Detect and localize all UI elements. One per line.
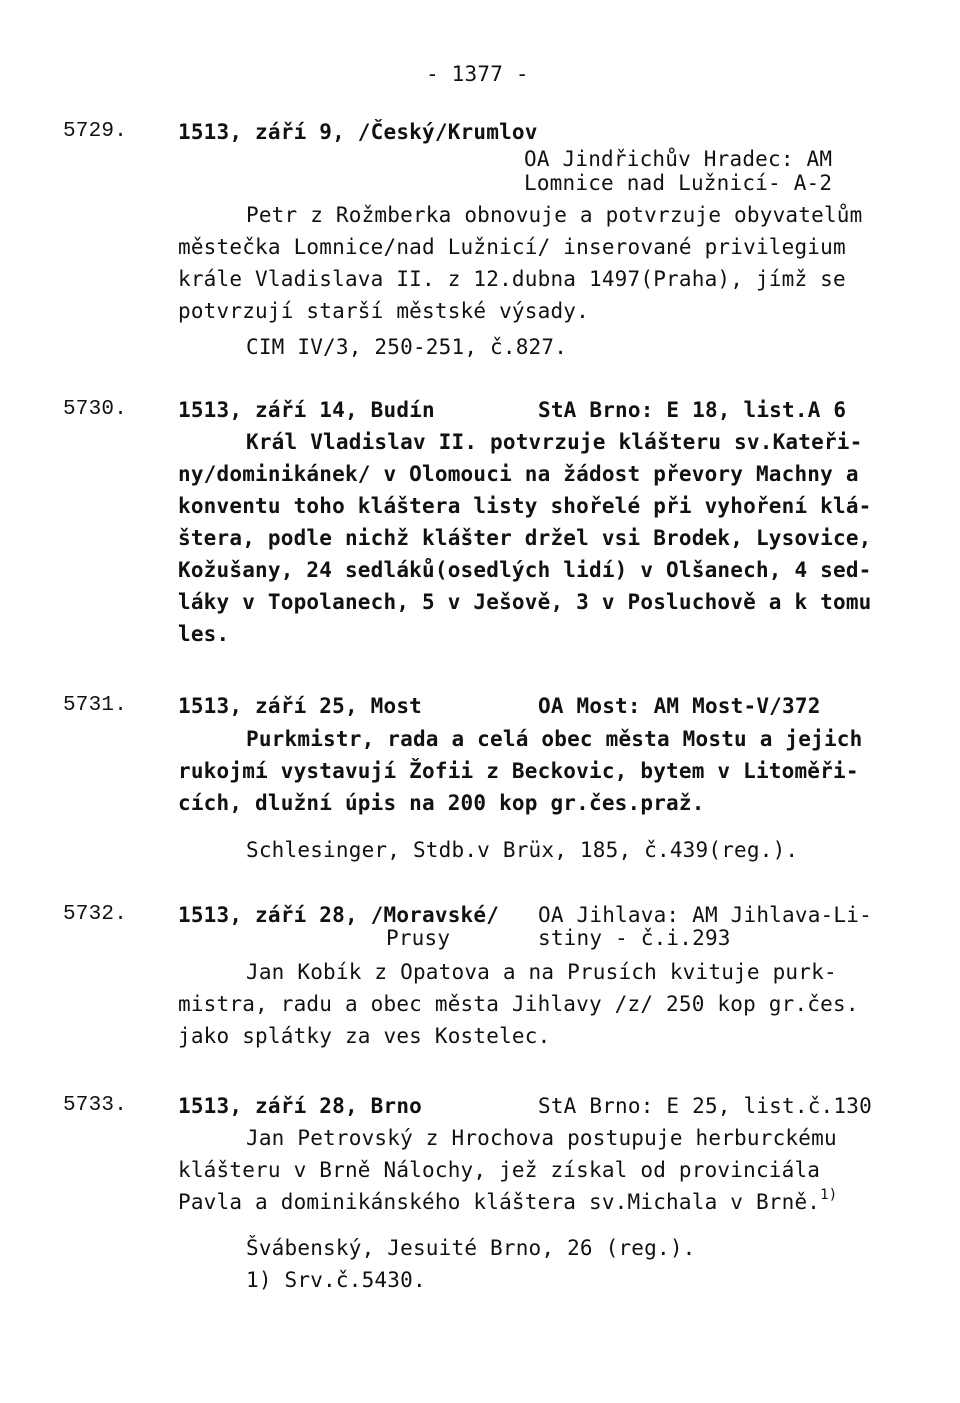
entry-header-continuation: Prusy	[386, 926, 451, 950]
entry-body-line: láky v Topolanech, 5 v Ješově, 3 v Posluchově a k tomu	[178, 590, 872, 614]
footnote: 1) Srv.č.5430.	[246, 1268, 426, 1292]
entry-body-line: cích, dlužní úpis na 200 kop gr.čes.praž.	[178, 791, 705, 815]
entry-source: Lomnice nad Lužnicí- A-2	[524, 171, 833, 195]
entry-header: 1513, září 14, Budín	[178, 398, 435, 422]
entry-body-line: Král Vladislav II. potvrzuje klášteru sv.Kateři-	[246, 430, 863, 454]
entry-body-line: Jan Petrovský z Hrochova postupuje herburckému	[246, 1126, 837, 1150]
entry-header: 1513, září 9, /Český/Krumlov	[178, 120, 538, 144]
entry-body-line: krále Vladislava II. z 12.dubna 1497(Praha), jímž se	[178, 267, 846, 291]
entry-reference: Schlesinger, Stdb.v Brüx, 185, č.439(reg.).	[246, 838, 799, 862]
entry-number: 5729.	[63, 120, 128, 143]
entry-source: OA Jindřichův Hradec: AM	[524, 147, 833, 171]
entry-body-line: Jan Kobík z Opatova a na Prusích kvituje purk-	[246, 960, 837, 984]
entry-number: 5731.	[63, 694, 128, 717]
entry-body-line: konventu toho kláštera listy shořelé při vyhoření klá-	[178, 494, 872, 518]
entry-reference: CIM IV/3, 250-251, č.827.	[246, 335, 568, 359]
entry-reference: Švábenský, Jesuité Brno, 26 (reg.).	[246, 1236, 696, 1260]
entry-source: OA Most: AM Most-V/372	[538, 694, 821, 718]
entry-body-line: Kožušany, 24 sedláků(osedlých lidí) v Olšanech, 4 sed-	[178, 558, 872, 582]
entry-body-line: klášteru v Brně Nálochy, jež získal od provinciála	[178, 1158, 821, 1182]
entry-source: stiny - č.i.293	[538, 926, 731, 950]
entry-header: 1513, září 25, Most	[178, 694, 423, 718]
entry-body-line: potvrzují starší městské výsady.	[178, 299, 589, 323]
entry-body-text: Pavla a dominikánského kláštera sv.Michala v Brně.	[178, 1190, 821, 1214]
entry-number: 5733.	[63, 1094, 128, 1117]
entry-body-line: jako splátky za ves Kostelec.	[178, 1024, 551, 1048]
entry-source: StA Brno: E 18, list.A 6	[538, 398, 847, 422]
entry-header: 1513, září 28, Brno	[178, 1094, 423, 1118]
entry-source: StA Brno: E 25, list.č.130	[538, 1094, 872, 1118]
entry-body-line	[178, 1187, 838, 1217]
page-number: - 1377 -	[426, 62, 529, 86]
entry-body-line: Purkmistr, rada a celá obec města Mostu a jejich	[246, 727, 863, 751]
entry-body-line: rukojmí vystavují Žofii z Beckovic, bytem v Litoměři-	[178, 759, 859, 783]
entry-body-line: městečka Lomnice/nad Lužnicí/ inserované privilegium	[178, 235, 846, 259]
entry-body-line: štera, podle nichž klášter držel vsi Brodek, Lysovice,	[178, 526, 872, 550]
entry-header: 1513, září 28, /Moravské/	[178, 903, 500, 927]
entry-number: 5732.	[63, 903, 128, 926]
entry-body-line: mistra, radu a obec města Jihlavy /z/ 250 kop gr.čes.	[178, 992, 859, 1016]
entry-number: 5730.	[63, 398, 128, 421]
entry-body-line: ny/dominikánek/ v Olomouci na žádost převory Machny a	[178, 462, 859, 486]
entry-source: OA Jihlava: AM Jihlava-Li-	[538, 903, 872, 927]
footnote-marker: 1)	[820, 1187, 838, 1203]
entry-body-line: Petr z Rožmberka obnovuje a potvrzuje obyvatelům	[246, 203, 863, 227]
entry-body-line: les.	[178, 622, 230, 646]
